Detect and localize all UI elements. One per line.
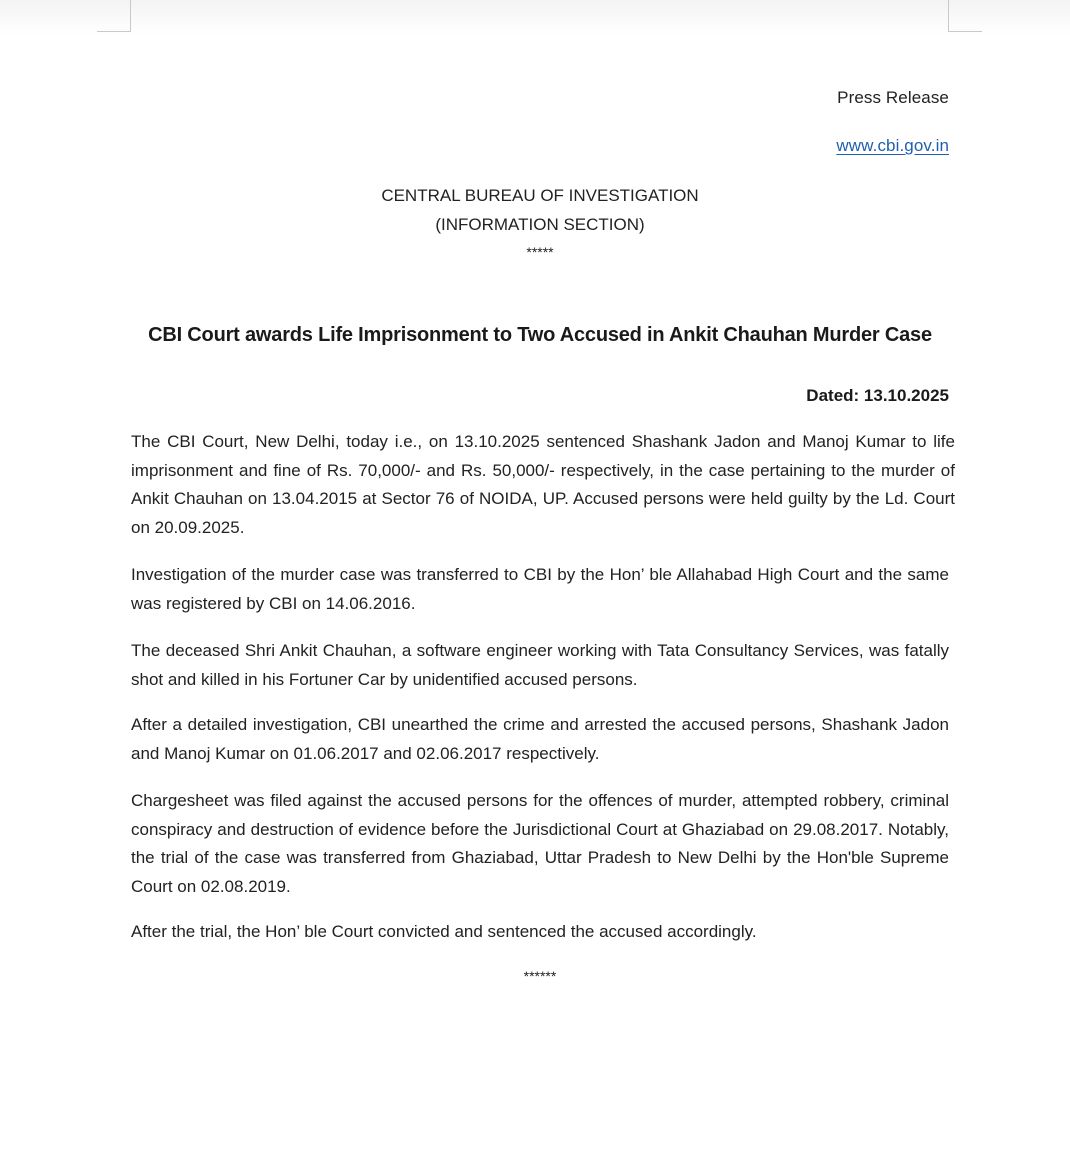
paragraph-conviction: After the trial, the Hon’ ble Court convicted and sentenced the accused accordingly. (131, 922, 757, 941)
page-corner-mark-left (97, 0, 131, 32)
paragraph-chargesheet: Chargesheet was filed against the accused persons for the offences of murder, attempted robbery, criminal conspiracy and destruction of evidence before the Jurisdictional Court at Ghaziabad on 29.08.2017. Notably, the trial of the case was transferred from Ghaziabad, Uttar Pradesh to New Delhi by the Hon'ble Supreme Court on 02.08.2019. (131, 791, 949, 896)
separator-top: ***** (526, 244, 554, 260)
page-corner-mark-right (948, 0, 982, 32)
paragraph-arrest: After a detailed investigation, CBI unearthed the crime and arrested the accused persons, Shashank Jadon and Manoj Kumar on 01.06.2017 and 02.06.2017 respectively. (131, 715, 949, 763)
paragraph-transfer: Investigation of the murder case was transferred to CBI by the Hon’ ble Allahabad High Court and the same was registered by CBI on 14.06.2016. (131, 565, 949, 613)
website-link[interactable]: www.cbi.gov.in (836, 136, 949, 155)
agency-name: CENTRAL BUREAU OF INVESTIGATION (381, 186, 699, 205)
section-name: (INFORMATION SECTION) (435, 215, 645, 234)
paragraph-deceased: The deceased Shri Ankit Chauhan, a software engineer working with Tata Consultancy Services, was fatally shot and killed in his Fortuner Car by unidentified accused persons. (131, 641, 949, 689)
press-release-label: Press Release (837, 88, 949, 107)
separator-bottom: ****** (523, 968, 557, 984)
page-top-shadow (0, 0, 1070, 36)
press-release-headline: CBI Court awards Life Imprisonment to Two Accused in Ankit Chauhan Murder Case (148, 324, 932, 346)
release-date: Dated: 13.10.2025 (806, 386, 949, 405)
paragraph-sentencing: The CBI Court, New Delhi, today i.e., on 13.10.2025 sentenced Shashank Jadon and Manoj Kumar to life imprisonment and fine of Rs. 70,000/- and Rs. 50,000/- respectively, in the case pertaining to the murder of Ankit Chauhan on 13.04.2015 at Sector 76 of NOIDA, UP. Accused persons were held guilty by the Ld. Court on 20.09.2025. (131, 432, 955, 537)
